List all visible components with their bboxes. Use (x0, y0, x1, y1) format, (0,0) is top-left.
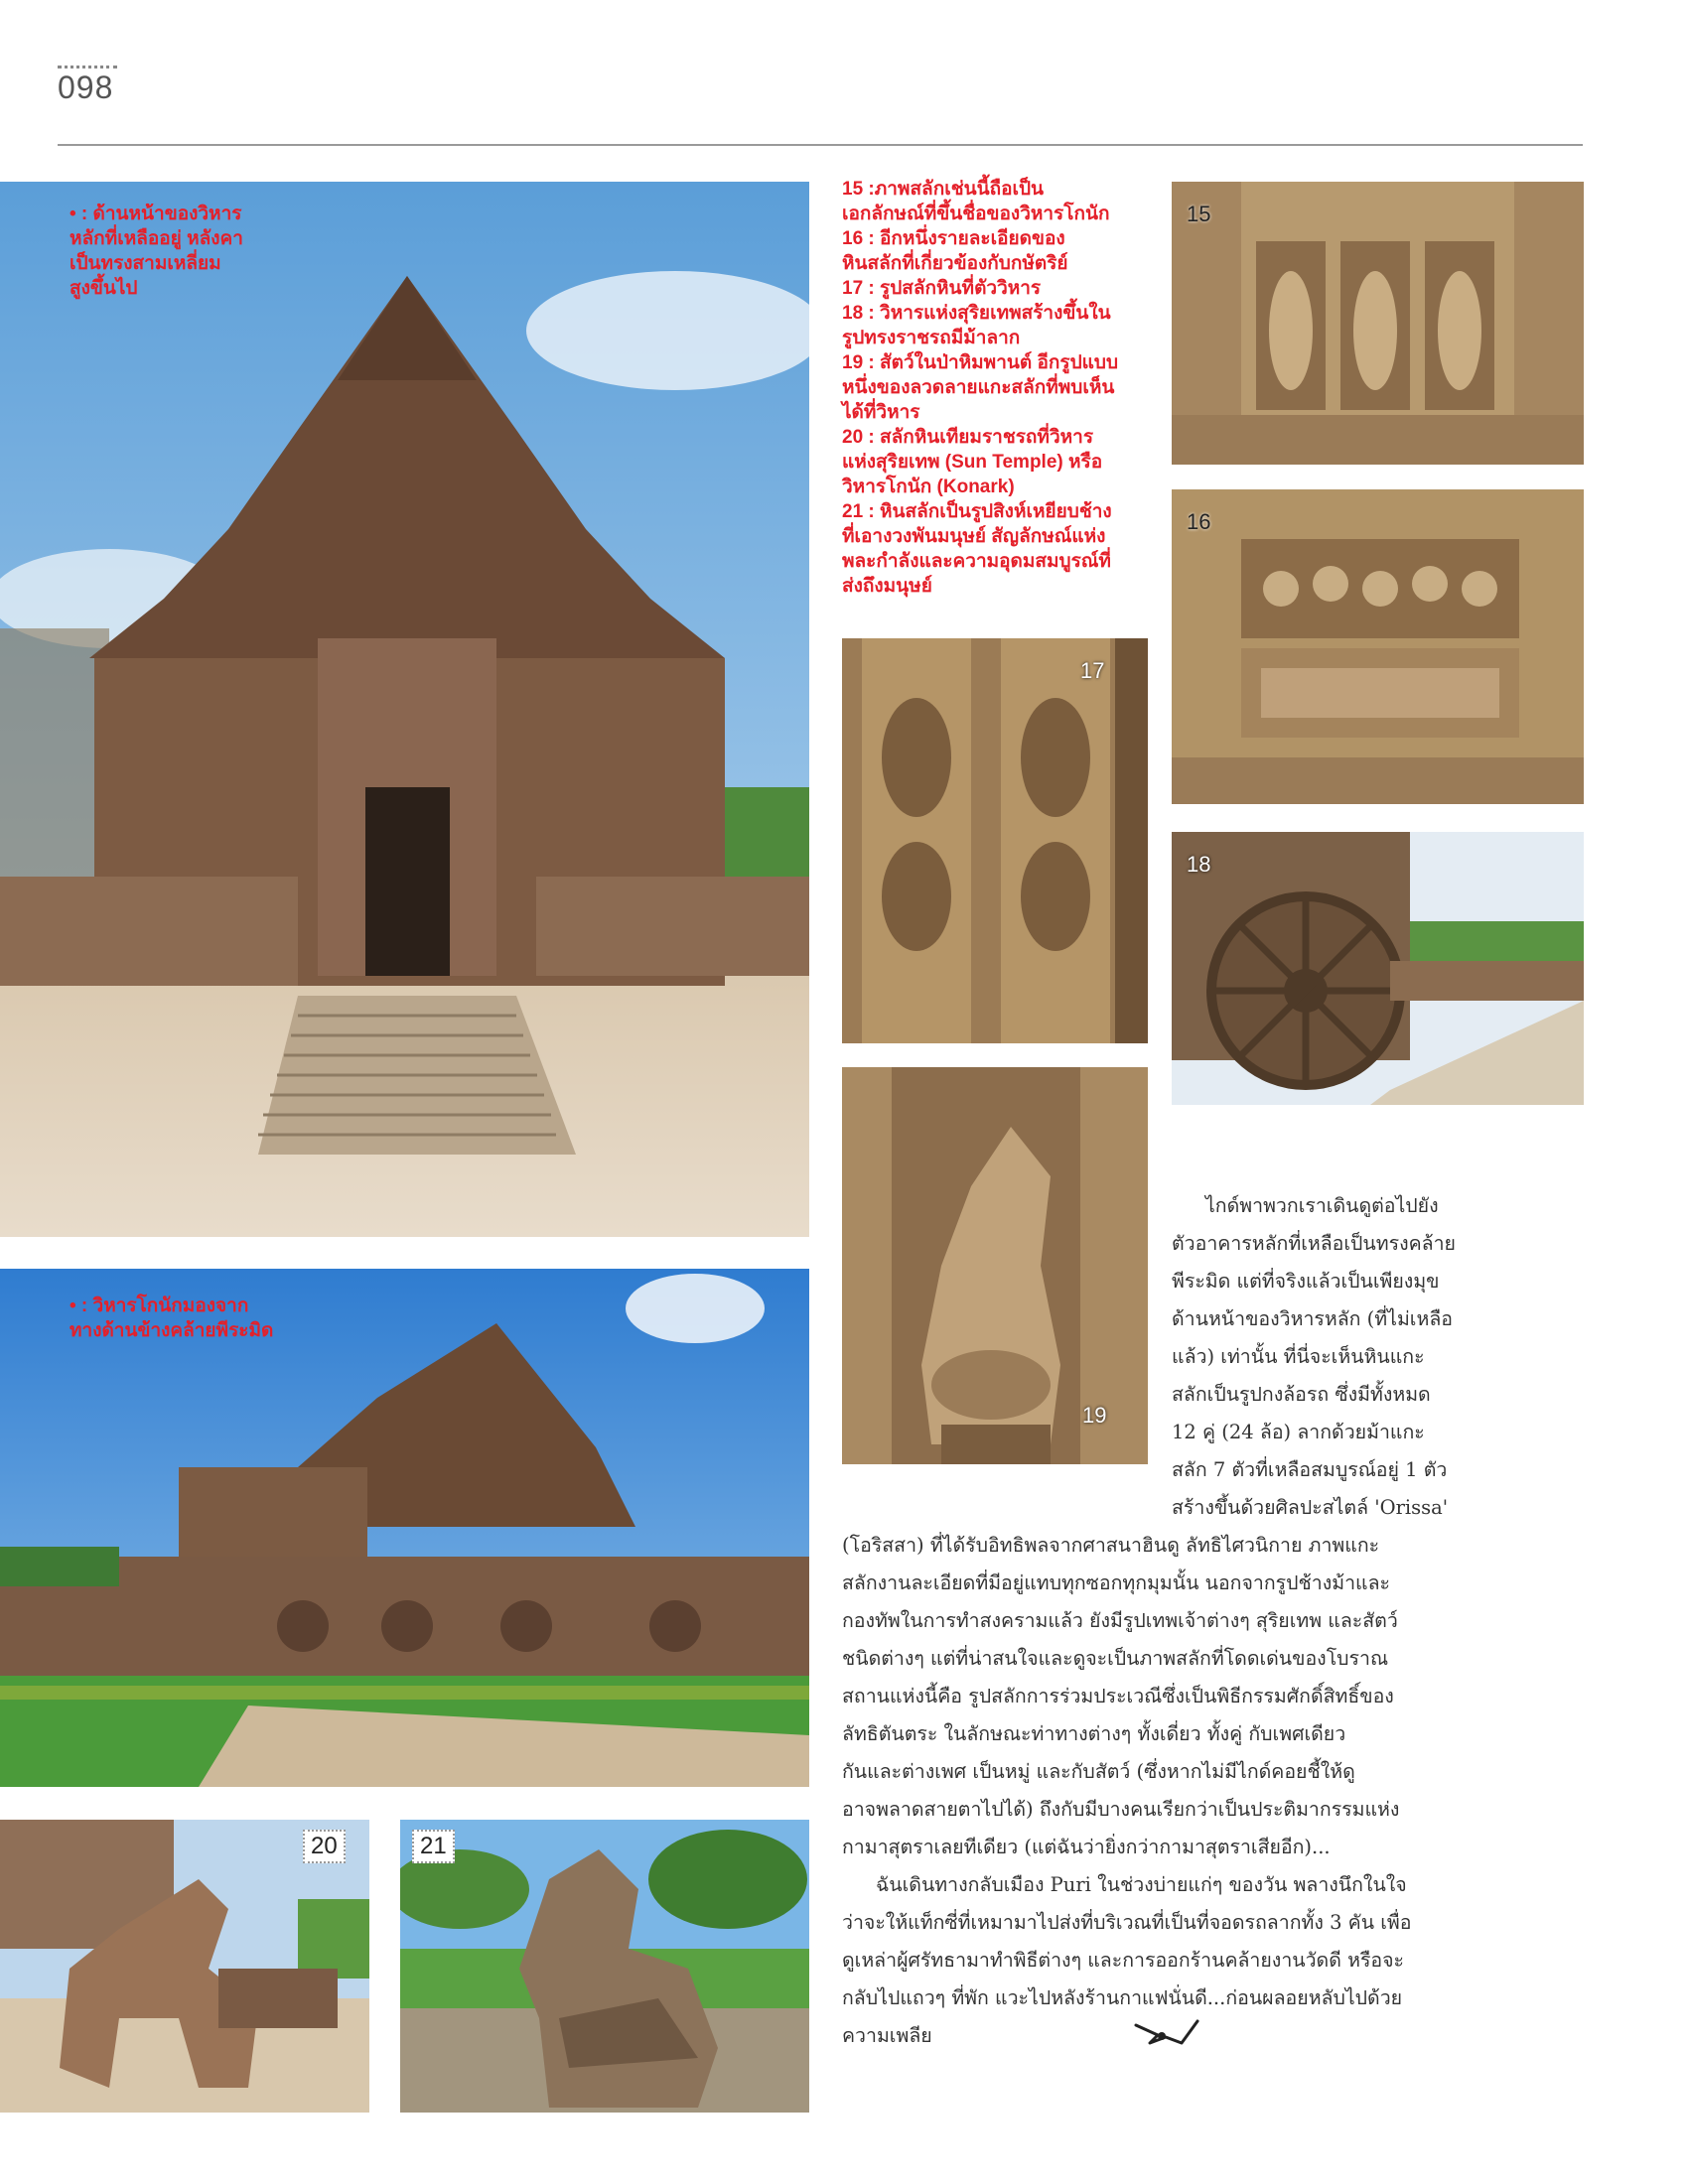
article-line: ว่าจะให้แท็กซี่ที่เหมามาไปส่งที่บริเวณที่เป็นที่จอดรถลากทั้ง 3 คัน เพื่อ (842, 1911, 1412, 1934)
caption-line: 17 : รูปสลักหินที่ตัววิหาร (842, 278, 1042, 299)
article-line: (โอริสสา) ที่ได้รับอิทธิพลจากศาสนาฮินดู ลัทธิไศวนิกาย ภาพแกะ (842, 1534, 1380, 1557)
article-line: ตัวอาคารหลักที่เหลือเป็นทรงคล้าย (1172, 1232, 1456, 1255)
caption-line: เอกลักษณ์ที่ขึ้นชื่อของวิหารโกนัก (842, 204, 1110, 224)
caption-line: ได้ที่วิหาร (842, 402, 920, 423)
caption-line: หินสลักที่เกี่ยวข้องกับกษัตริย์ (842, 253, 1068, 274)
article-line: สลักเป็นรูปกงล้อรถ ซึ่งมีทั้งหมด (1172, 1383, 1431, 1406)
caption-line: 18 : วิหารแห่งสุริยเทพสร้างขึ้นใน (842, 303, 1111, 324)
page-number: 098 (58, 69, 114, 105)
caption-line: เป็นทรงสามเหลี่ยม (70, 253, 221, 274)
caption-line: 21 : หินสลักเป็นรูปสิงห์เหยียบช้าง (842, 501, 1112, 522)
article-line: กันและต่างเพศ เป็นหมู่ และกับสัตว์ (ซึ่งหากไม่มีไกด์คอยชี้ให้ดู (842, 1760, 1355, 1783)
caption-line: หนึ่งของลวดลายแกะสลักที่พบเห็น (842, 377, 1115, 398)
caption-line: ส่งถึงมนุษย์ (842, 576, 932, 597)
article-line: ไกด์พาพวกเราเดินดูต่อไปยัง (1205, 1194, 1439, 1217)
photo-number: 19 (1082, 1403, 1107, 1428)
article-line: แล้ว) เท่านั้น ที่นี่จะเห็นหินแกะ (1172, 1345, 1425, 1368)
article-line: สลักงานละเอียดที่มีอยู่แทบทุกซอกทุกมุมนั้น นอกจากรูปช้างม้าและ (842, 1571, 1391, 1594)
article-line: 12 คู่ (24 ล้อ) ลากด้วยม้าแกะ (1172, 1421, 1425, 1443)
caption-line: สูงขึ้นไป (70, 278, 138, 299)
caption-line: ทางด้านข้างคล้ายพีระมิด (70, 1320, 274, 1341)
end-of-article-icon (1132, 2015, 1201, 2051)
photo-number: 17 (1080, 658, 1105, 683)
side-view-caption (70, 1294, 273, 1343)
article-line: กองทัพในการทำสงครามแล้ว ยังมีรูปเทพเจ้าต่างๆ สุริยเทพ และสัตว์ (842, 1609, 1398, 1632)
article-wide-column (842, 1527, 1517, 2055)
caption-line: 15 :ภาพสลักเช่นนี้ถือเป็น (842, 179, 1045, 200)
main-temple-caption (70, 202, 243, 301)
photo-21 (400, 1820, 809, 2113)
caption-line: 16 : อีกหนึ่งรายละเอียดของ (842, 228, 1065, 249)
photo-17 (842, 638, 1148, 1043)
caption-line: ที่เอางวงพันมนุษย์ สัญลักษณ์แห่ง (842, 526, 1106, 547)
caption-line: หลักที่เหลืออยู่ หลังคา (70, 228, 243, 249)
article-line: ความเพลีย (842, 2024, 932, 2047)
article-line: ลัทธิตันตระ ในลักษณะท่าทางต่างๆ ทั้งเดี่ยว ทั้งคู่ กับเพศเดียว (842, 1722, 1346, 1745)
caption-line: • : วิหารโกนักมองจาก (70, 1296, 249, 1316)
caption-line: พละกำลังและความอุดมสมบูรณ์ที่ (842, 551, 1111, 572)
header-rule (58, 144, 1583, 146)
side-view-photo (0, 1269, 809, 1787)
article-narrow-column (1172, 1187, 1509, 1527)
article-line: กามาสุตราเลยทีเดียว (แต่ฉันว่ายิ่งกว่ากามาสุตราเสียอีก)... (842, 1836, 1331, 1858)
caption-line: แห่งสุริยเทพ (Sun Temple) หรือ (842, 452, 1103, 473)
article-line: ชนิดต่างๆ แต่ที่น่าสนใจและดูจะเป็นภาพสลักที่โดดเด่นของโบราณ (842, 1647, 1389, 1670)
photo-number: 16 (1187, 509, 1211, 534)
article-line: พีระมิด แต่ที่จริงแล้วเป็นเพียงมุข (1172, 1270, 1440, 1293)
photo-number: 21 (412, 1830, 455, 1863)
page-number-dots (58, 66, 117, 68)
article-line: ดูเหล่าผู้ศรัทธามาทำพิธีต่างๆ และการออกร้านคล้ายงานวัดดี หรือจะ (842, 1949, 1405, 1972)
caption-line: 19 : สัตว์ในป่าหิมพานต์ อีกรูปแบบ (842, 352, 1119, 373)
photo-number: 20 (303, 1830, 346, 1863)
article-line: กลับไปแถวๆ ที่พัก แวะไปหลังร้านกาแฟนั่นดี...ก่อนผลอยหลับไปด้วย (842, 1986, 1403, 2009)
photo-number: 18 (1187, 852, 1211, 877)
main-temple-photo (0, 182, 809, 1237)
photo-16 (1172, 489, 1584, 804)
caption-line: • : ด้านหน้าของวิหาร (70, 204, 242, 224)
caption-line: รูปทรงราชรถมีม้าลาก (842, 328, 1021, 348)
article-line: ฉันเดินทางกลับเมือง Puri ในช่วงบ่ายแก่ๆ ของวัน พลางนึกในใจ (876, 1873, 1407, 1896)
article-line: สถานแห่งนี้คือ รูปสลักการร่วมประเวณีซึ่งเป็นพิธีกรรมศักดิ์สิทธิ์ของ (842, 1685, 1394, 1707)
article-line: สลัก 7 ตัวที่เหลือสมบูรณ์อยู่ 1 ตัว (1172, 1458, 1448, 1481)
photo-number: 15 (1187, 202, 1211, 226)
photo-18 (1172, 832, 1584, 1105)
photo-19 (842, 1067, 1148, 1464)
photo-15 (1172, 182, 1584, 465)
photo-20 (0, 1820, 369, 2113)
article-line: อาจพลาดสายตาไปได้) ถึงกับมีบางคนเรียกว่าเป็นประติมากรรมแห่ง (842, 1798, 1400, 1821)
caption-line: 20 : สลักหินเทียมราชรถที่วิหาร (842, 427, 1094, 448)
article-line: สร้างขึ้นด้วยศิลปะสไตล์ 'Orissa' (1172, 1496, 1449, 1519)
article-line: ด้านหน้าของวิหารหลัก (ที่ไม่เหลือ (1172, 1307, 1453, 1330)
photo-captions-list (842, 177, 1118, 599)
caption-line: วิหารโกนัก (Konark) (842, 477, 1015, 497)
